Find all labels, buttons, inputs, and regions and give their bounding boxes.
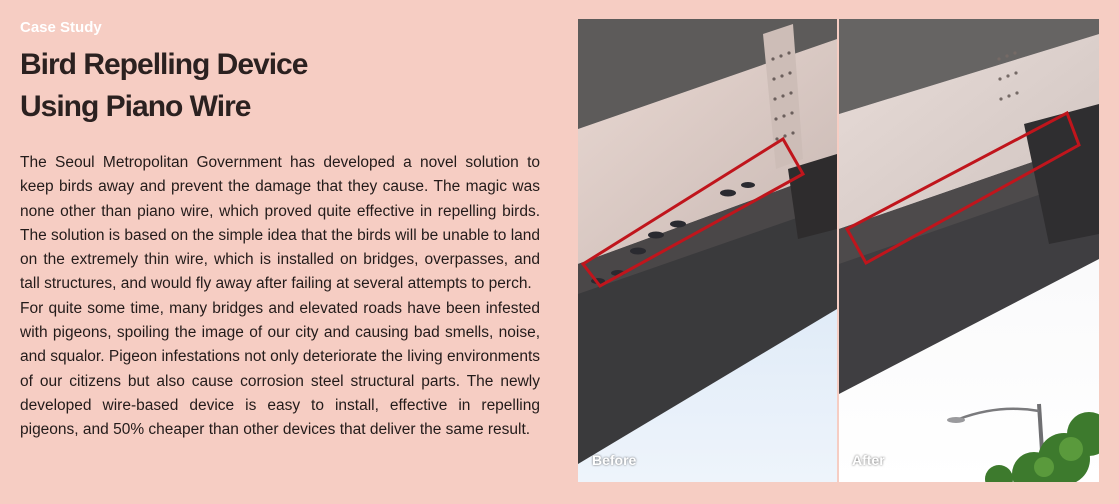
before-label: Before [592,452,637,468]
after-photo [839,19,1099,482]
page-title [20,44,440,128]
paragraph-2: For quite some time, many bridges and elevated roads have been infested with pigeons, spoiling the image of our city and causing bad smells, noise, and squalor. Pigeon infestations not only deteriorate the living environments of our citizens but also cause corrosion steel structural parts. The newly developed wire-based device is easy to install, effective in repelling pigeons, and 50% cheaper than other devices that deliver the same result. [20,299,540,439]
paragraph-1: The Seoul Metropolitan Government has developed a novel solution to keep birds away and prevent the damage that they cause. The magic was none other than piano wire, which proved quite effective in repelling birds. The solution is based on the simple idea that the birds will be unable to land on the extremely thin wire, which is installed on bridges, overpasses, and tall structures, and would fly away after failing at several attempts to perch. [20,154,540,293]
title-line-2: Using Piano Wire [20,90,251,123]
after-label: After [852,452,885,468]
article-body [20,151,540,443]
before-photo [578,19,837,482]
title-line-1: Bird Repelling Device [20,48,308,81]
case-study-kicker: Case Study [20,19,102,36]
